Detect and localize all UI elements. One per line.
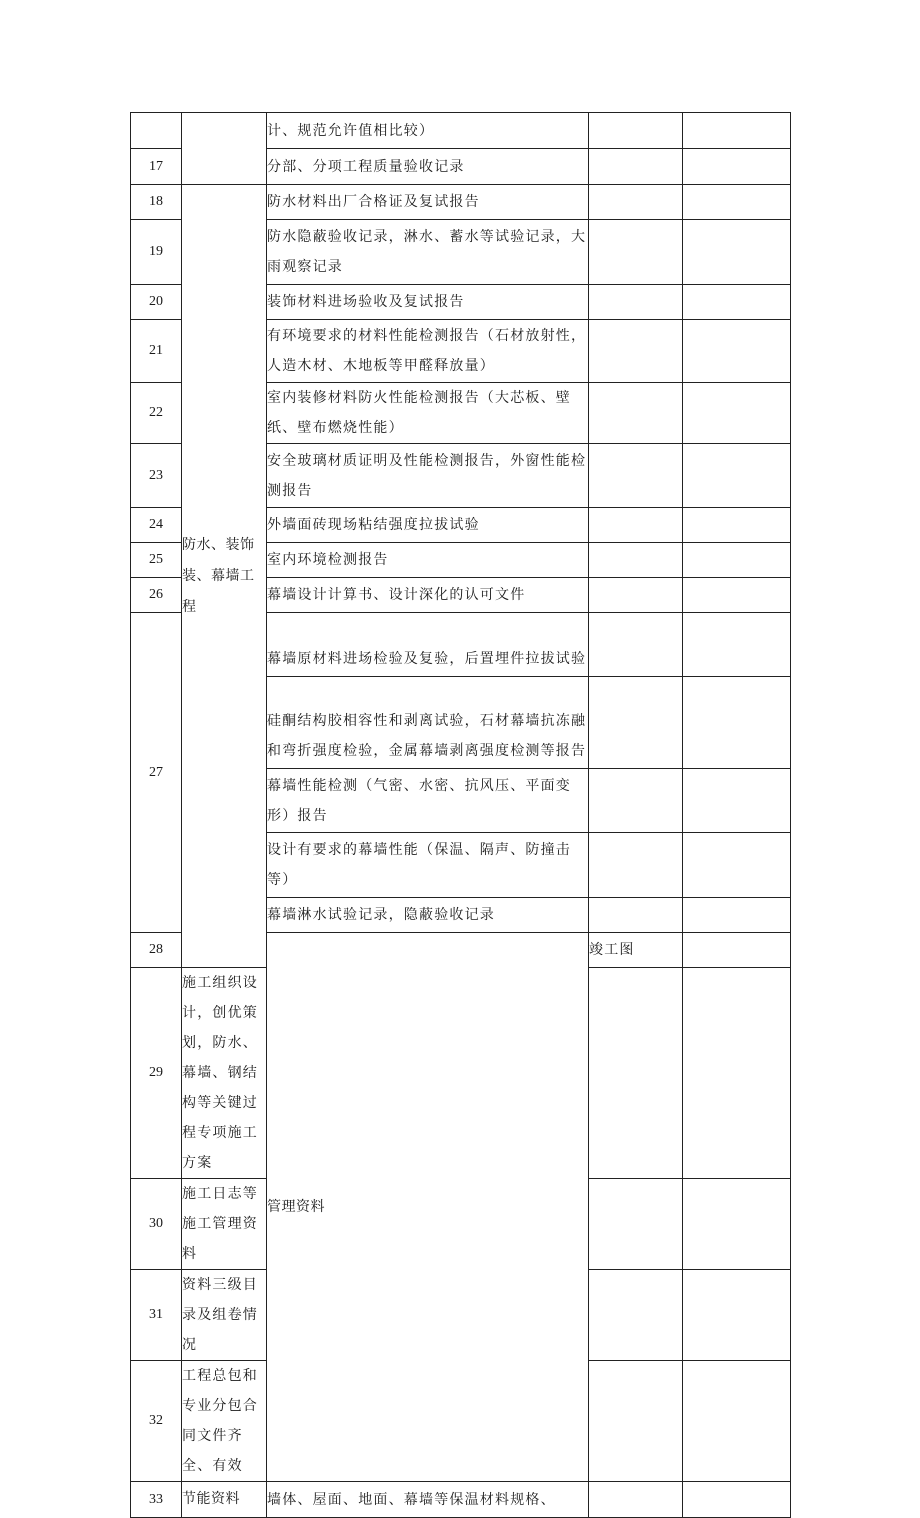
- blank-cell: [589, 149, 683, 185]
- item-cell: 硅酮结构胶相容性和剥离试验，石材幕墙抗冻融和弯折强度检验，金属幕墙剥离强度检测等报告: [267, 677, 589, 769]
- item-cell: 装饰材料进场验收及复试报告: [267, 285, 589, 320]
- blank-cell: [683, 444, 791, 508]
- item-cell: 墙体、屋面、地面、幕墙等保温材料规格、: [267, 1482, 589, 1518]
- row-number: 31: [131, 1270, 182, 1361]
- blank-cell: [589, 113, 683, 149]
- blank-cell: [683, 220, 791, 285]
- blank-cell: [589, 613, 683, 677]
- row-number: 33: [131, 1482, 182, 1518]
- blank-cell: [683, 1482, 791, 1518]
- row-number: 25: [131, 543, 182, 578]
- blank-cell: [589, 1179, 683, 1270]
- row-number: 26: [131, 578, 182, 613]
- row-number: 30: [131, 1179, 182, 1270]
- item-cell: 施工组织设计，创优策划，防水、幕墙、钢结构等关键过程专项施工方案: [182, 968, 267, 1179]
- blank-cell: [683, 898, 791, 933]
- blank-cell: [683, 1270, 791, 1361]
- blank-cell: [683, 833, 791, 898]
- blank-cell: [589, 769, 683, 833]
- category-cell-empty: [182, 113, 267, 185]
- row-number: 32: [131, 1361, 182, 1482]
- blank-cell: [683, 185, 791, 220]
- blank-cell: [589, 444, 683, 508]
- blank-cell: [683, 543, 791, 578]
- blank-cell: [589, 968, 683, 1179]
- item-cell: 资料三级目录及组卷情况: [182, 1270, 267, 1361]
- blank-cell: [589, 185, 683, 220]
- table-row: [131, 1482, 791, 1518]
- item-cell: 计、规范允许值相比较）: [267, 113, 589, 149]
- item-cell: 室内环境检测报告: [267, 543, 589, 578]
- blank-cell: [589, 677, 683, 769]
- blank-cell: [683, 320, 791, 383]
- item-cell: 竣工图: [589, 933, 683, 968]
- blank-cell: [683, 769, 791, 833]
- blank-cell: [683, 933, 791, 968]
- row-number: [131, 113, 182, 149]
- blank-cell: [589, 578, 683, 613]
- row-number: 22: [131, 383, 182, 444]
- category-management: 管理资料: [267, 933, 589, 1482]
- row-number: 28: [131, 933, 182, 968]
- table-row: [131, 113, 791, 149]
- item-cell: 室内装修材料防火性能检测报告（大芯板、壁纸、壁布燃烧性能）: [267, 383, 589, 444]
- blank-cell: [683, 383, 791, 444]
- blank-cell: [589, 508, 683, 543]
- blank-cell: [589, 285, 683, 320]
- row-number: 27: [131, 613, 182, 933]
- item-cell: 幕墙设计计算书、设计深化的认可文件: [267, 578, 589, 613]
- item-cell: 设计有要求的幕墙性能（保温、隔声、防撞击等）: [267, 833, 589, 898]
- row-number: 24: [131, 508, 182, 543]
- blank-cell: [683, 1361, 791, 1482]
- category-waterproof: 防水、装饰装、幕墙工程: [182, 185, 267, 968]
- blank-cell: [589, 1482, 683, 1518]
- table-row: [131, 185, 791, 220]
- category-energy: 节能资料: [182, 1482, 267, 1518]
- blank-cell: [683, 149, 791, 185]
- blank-cell: [589, 220, 683, 285]
- item-cell: 有环境要求的材料性能检测报告（石材放射性，人造木材、木地板等甲醛释放量）: [267, 320, 589, 383]
- blank-cell: [683, 578, 791, 613]
- row-number: 23: [131, 444, 182, 508]
- row-number: 18: [131, 185, 182, 220]
- row-number: 21: [131, 320, 182, 383]
- inspection-table: [130, 112, 791, 1518]
- blank-cell: [589, 543, 683, 578]
- blank-cell: [589, 320, 683, 383]
- item-cell: 幕墙淋水试验记录，隐蔽验收记录: [267, 898, 589, 933]
- item-cell: 幕墙原材料进场检验及复验，后置埋件拉拔试验: [267, 613, 589, 677]
- item-cell: 幕墙性能检测（气密、水密、抗风压、平面变形）报告: [267, 769, 589, 833]
- blank-cell: [683, 508, 791, 543]
- blank-cell: [589, 383, 683, 444]
- blank-cell: [683, 968, 791, 1179]
- item-cell: 防水隐蔽验收记录，淋水、蓄水等试验记录，大雨观察记录: [267, 220, 589, 285]
- item-cell: 外墙面砖现场粘结强度拉拔试验: [267, 508, 589, 543]
- blank-cell: [683, 677, 791, 769]
- item-cell: 安全玻璃材质证明及性能检测报告，外窗性能检测报告: [267, 444, 589, 508]
- row-number: 19: [131, 220, 182, 285]
- blank-cell: [589, 898, 683, 933]
- blank-cell: [683, 113, 791, 149]
- blank-cell: [683, 613, 791, 677]
- blank-cell: [589, 1270, 683, 1361]
- row-number: 20: [131, 285, 182, 320]
- item-cell: 工程总包和专业分包合同文件齐全、有效: [182, 1361, 267, 1482]
- row-number: 29: [131, 968, 182, 1179]
- item-cell: 分部、分项工程质量验收记录: [267, 149, 589, 185]
- row-number: 17: [131, 149, 182, 185]
- blank-cell: [683, 285, 791, 320]
- blank-cell: [589, 833, 683, 898]
- blank-cell: [683, 1179, 791, 1270]
- item-cell: 施工日志等施工管理资料: [182, 1179, 267, 1270]
- blank-cell: [589, 1361, 683, 1482]
- item-cell: 防水材料出厂合格证及复试报告: [267, 185, 589, 220]
